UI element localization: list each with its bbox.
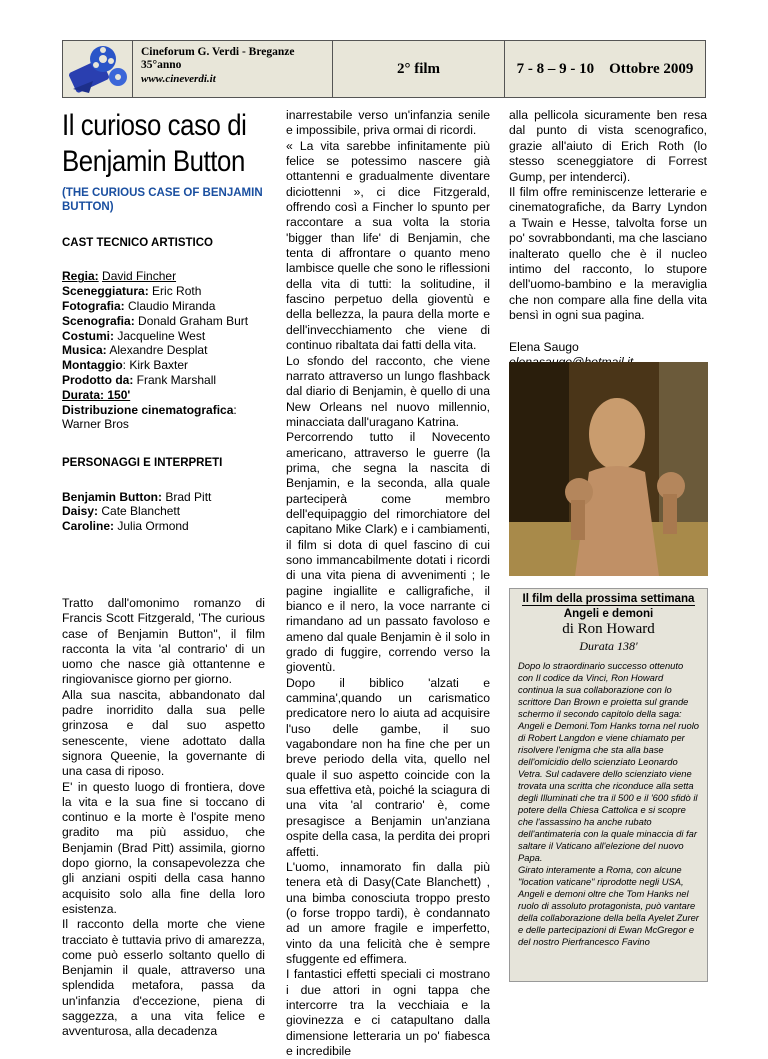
crew-duration: Durata: 150'	[62, 387, 131, 402]
character-daisy: Daisy: Cate Blanchett	[62, 504, 181, 519]
year-label: 35°anno	[141, 59, 182, 71]
crew-costumes: Costumi: Jacqueline West	[62, 328, 206, 343]
column-1	[62, 108, 265, 1040]
review-part-1: Tratto dall'omonimo romanzo di Francis Scott Fitzgerald, 'The curious case of Benjamin Button", il film racconta la vita 'al contrario' di un uomo che nasce già ottantenne e ringiovanisce giorno per giorno. Alla sua nascita, abbandonato dal padre inorridito dalla sua pelle grinzosa e dal suo aspetto senescente, viene adottato dalla signora Queenie, la governante di una casa di riposo. E' in questo luogo di frontiera, dove la vita e la sua fine si toccano di continuo e la morte è l'ospite meno gradito ma più assiduo, che Benjamin (Brad Pitt) assimila, giorno dopo giorno, la consapevolezza che gli anziani ospiti della casa hanno acquisito solo alla fine della loro esistenza. Il racconto della morte che viene tracciato è tuttavia privo di amarezza, come può esserlo soltanto quello di Benjamin il quale, attraverso una splendida metafora, passa da un'infanzia d'eccezione, piena di saggezza, a una vita felice e avventurosa, alla decadenza	[62, 595, 265, 1039]
website[interactable]: www.cineverdi.it	[141, 73, 216, 85]
crew-producer: Prodotto da: Frank Marshall	[62, 372, 217, 387]
characters-heading: PERSONAGGI E INTERPRETI	[62, 457, 223, 470]
original-title: (THE CURIOUS CASE OF BENJAMIN BUTTON)	[62, 187, 263, 213]
crew-editing: Montaggio: Kirk Baxter	[62, 358, 189, 373]
character-caroline: Caroline: Julia Ormond	[62, 519, 189, 534]
next-film-director: di Ron Howard	[562, 621, 655, 637]
next-film-duration: Durata 138'	[579, 639, 638, 653]
crew-set-design: Scenografia: Donald Graham Burt	[62, 313, 249, 328]
crew-distributor: Warner Bros	[62, 417, 129, 432]
film-number: 2° film	[333, 41, 505, 97]
character-benjamin: Benjamin Button: Brad Pitt	[62, 489, 212, 504]
screening-dates	[505, 41, 705, 97]
column-2	[286, 108, 490, 1059]
page-title: Il curioso caso di Benjamin Button	[62, 109, 247, 178]
cast-tech-heading: CAST TECNICO ARTISTICO	[62, 237, 213, 249]
next-film-title: Angeli e demoni	[563, 607, 654, 620]
org-name: Cineforum G. Verdi - Breganze	[141, 46, 295, 58]
film-still-image	[509, 362, 708, 576]
dates-text: 7 - 8 – 9 - 10 Ottobre 2009	[516, 60, 694, 77]
review-part-3: alla pellicola sicuramente ben resa dal punto di vista scenografico, grazie all'aiuto di Erich Roth (lo stesso sceneggiatore di Forrest Gump, per intenderci). Il film offre reminiscenze letterarie e cinematografiche, da Barry Lyndon a Twain e Hesse, talvolta forse un po' sovrabbondanti, ma che lasciano inalterato quello che è il nucleo intimo del racconto, lo stupore dell'uomo-bambino e la meraviglia che non compare alla fine della vita bensì in ogni sua pagina.	[509, 108, 707, 323]
crew-director: Regia: David Fincher	[62, 269, 177, 284]
column-3	[509, 108, 707, 371]
next-film-synopsis: Dopo lo straordinario successo ottenuto con Il codice da Vinci, Ron Howard continua la sua collaborazione con lo scrittore Dan Brown e proietta sul grande schermo il secondo capitolo della saga: Angeli e Demoni.Tom Hanks torna nel ruolo di Robert Langdon e viene chiamato per risolvere l'enigma che sta alla base dell'omicidio dello scienziato Leonardo Vetra. Sul cadavere dello scienziato viene trovata una scritta che riconduce alla setta degli Illuminati che tra il 500 e il '600 sfidò il potere della Chiesa Cattolica e si scopre che l'assassino ha anche rubato dell'antimateria con la quale minaccia di far saltare il Vaticano all'elezione del nuovo Papa. Girato interamente a Roma, con alcune "location vaticane" riprodotte negli USA, Angeli e demoni oltre che Tom Hanks nel ruolo di assoluto protagonista, può vantare della collaborazione della bella Ayelet Zurer e delle partecipazioni di Ewan McGregor e del nostro Pierfrancesco Favino	[518, 660, 699, 947]
characters-list	[62, 490, 265, 534]
crew-screenplay: Sceneggiatura: Eric Roth	[62, 284, 202, 299]
crew-distribution: Distribuzione cinematografica:	[62, 402, 237, 417]
crew-music: Musica: Alexandre Desplat	[62, 343, 208, 358]
cineforum-logo	[63, 41, 133, 97]
next-film-box	[509, 588, 708, 982]
next-film-heading: Il film della prossima settimana	[522, 592, 695, 605]
author-name: Elena Saugo	[509, 339, 579, 354]
crew-photography: Fotografia: Claudio Miranda	[62, 299, 216, 313]
header-bar	[62, 40, 706, 98]
crew-list	[62, 269, 265, 432]
cineforum-info	[133, 41, 333, 97]
review-part-2: inarrestabile verso un'infanzia senile e impossibile, priva ormai di ricordi. « La vita sarebbe infinitamente più felice se potessimo nascere già ottantenni e gradualmente diventare diciottenni », ci dice Fitzgerald, offrendo così a Fincher lo spunto per raccontare a sua volta la storia 'bigger than life' di Benjamin, che tenta di affrontare o quanto meno lambisce quelle che sono le riflessioni della vita di tutti: la solitudine, il fascino perpetuo della gioventù e della bellezza, la paura della morte e dell'invecchiamento che viene di continuo ribaltata dai fatti della vita. Lo sfondo del racconto, che viene narrato attraverso un lungo flashback dal diario di Benjamin, è quello di una New Orleans nel nuovo millennio, minacciata dall'uragano Katrina. Percorrendo tutto il Novecento americano, attraverso le guerre (la prima, che segna la nascita di Benjamin, e la seconda, alla quale parteciperà come membro dell'equipaggio del rimorchiatore del capitano Mike Clark) e i cambiamenti, il film si dota di quel fascino di cui sono immancabilmente dotati i ricordi di una vita piena di avvenimenti ; le pagine ingiallite e calligrafiche, il bianco e il nero, la voce narrante ci rimandano ad un passato favoloso e ameno dal quale Benjamin è il solo in grado di fuggire, correndo verso la gioventù. Dopo il biblico 'alzati e cammina',quando un carismatico predicatore nero lo aiuta ad acquisire l'uso delle gambe, il suo vagabondare non ha fine che per un breve periodo della vita, quello nel quale il suo aspetto coincide con la sua effettiva età, poiché la sciagura di una vita 'al contrario' è, come presagisce a Benjamin un'anziana ospite della casa, la perdita dei propri affetti. L'uomo, innamorato fin dalla più tenera età di Dasy(Cate Blanchett) , una bimba conosciuta troppo presto (o forse troppo tardi), è condannato ad un amore fragile e imperfetto, vinto da una felicità che è sempre sfuggente ed effimera. I fantastici effetti speciali ci mostrano i due attori in ogni tappa che intercorre tra la vecchiaia e la giovinezza e ci catapultano dalla dimensione letteraria un po' fiabesca e incredibile	[286, 108, 490, 1058]
